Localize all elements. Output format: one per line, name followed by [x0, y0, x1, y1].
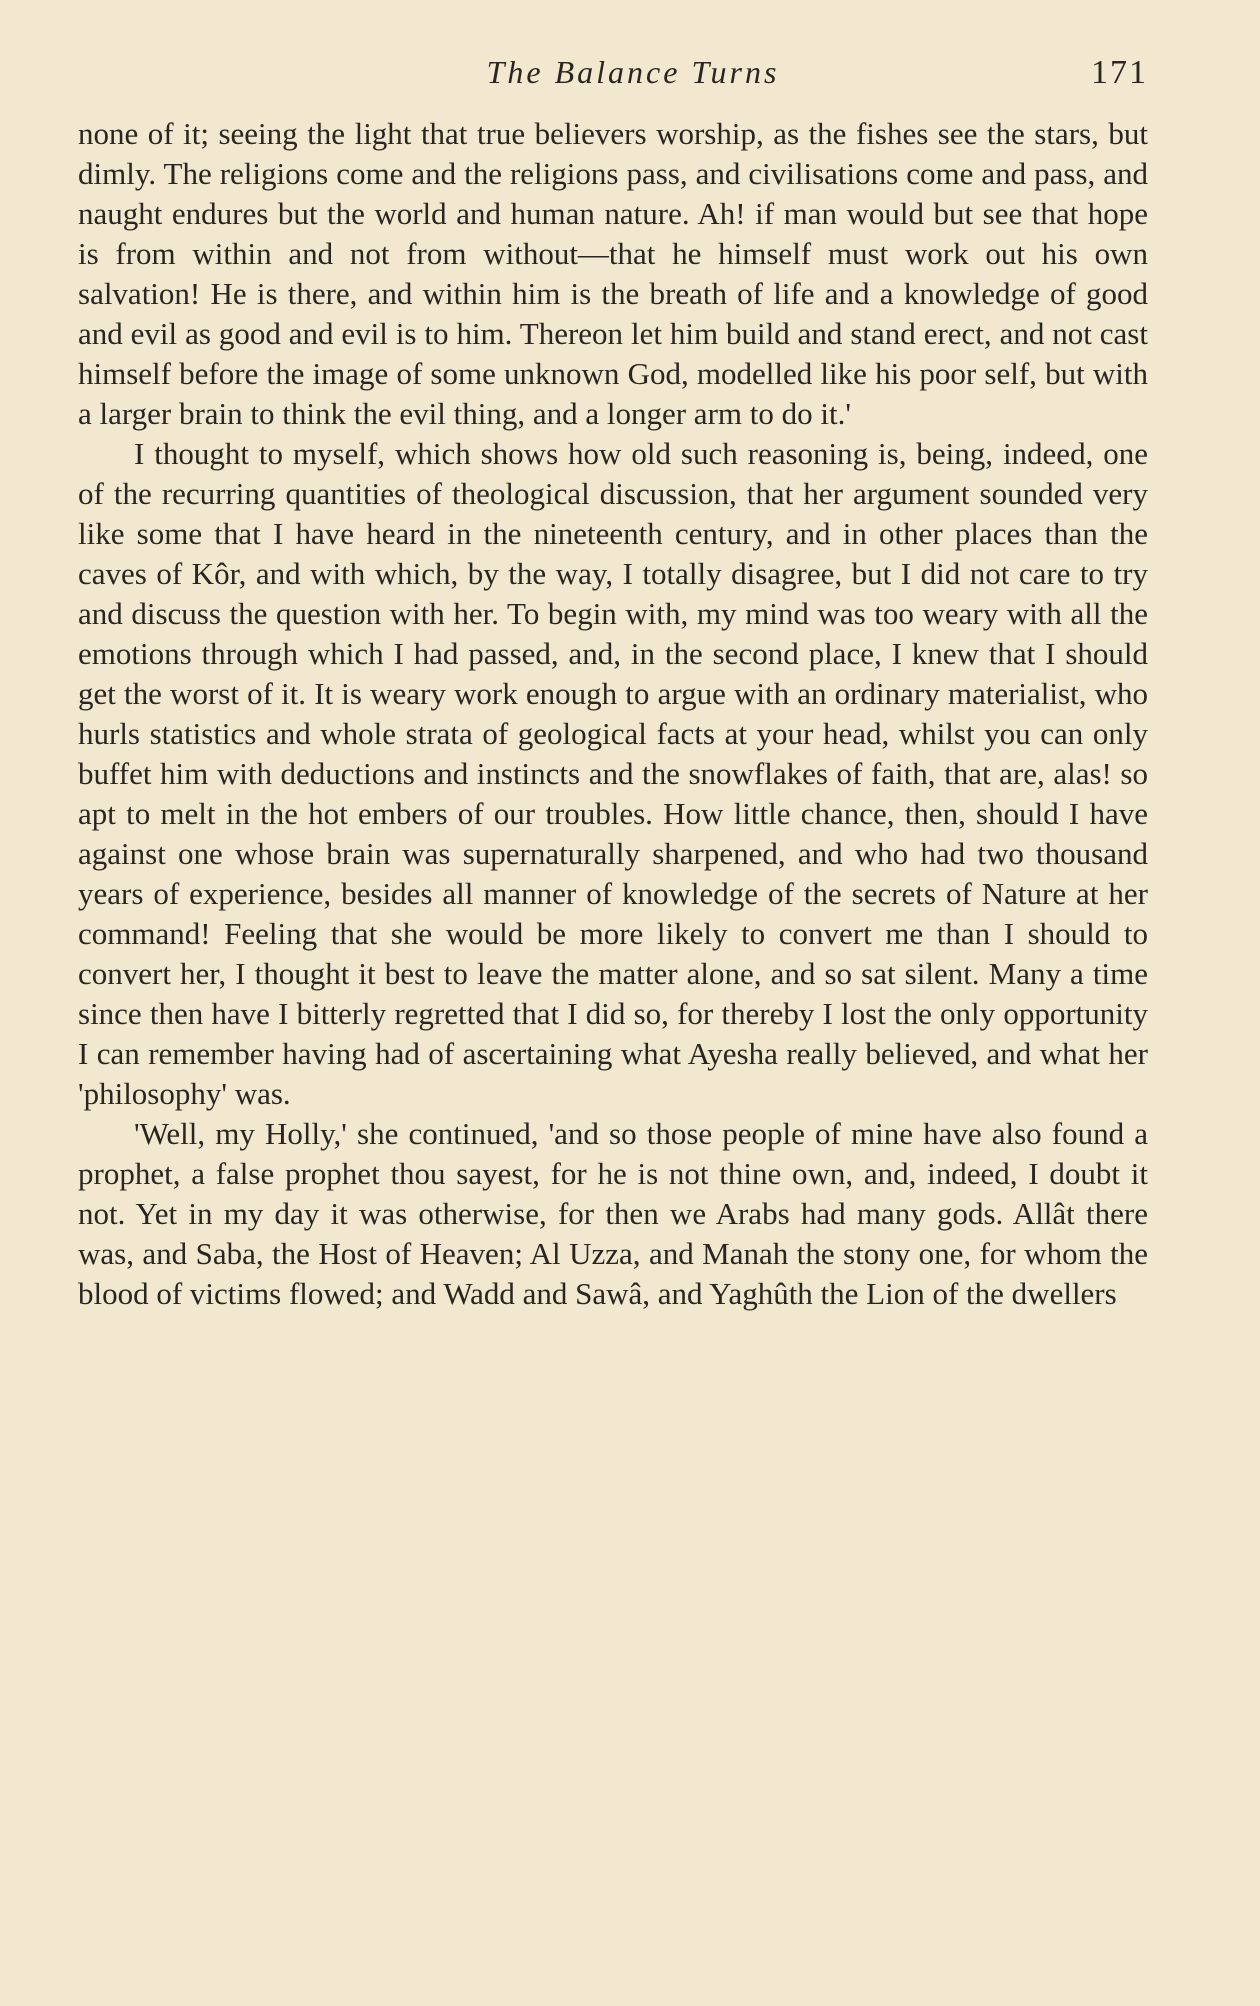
paragraph-2: I thought to myself, which shows how old such reasoning is, being, indeed, one of the recurring quantities of theological discussion, that her argument sounded very like some that I have heard in the nineteenth century, and in other places than the caves of Kôr, and with which, by the way, I totally disagree, but I did not care to try and discuss the question with her. To begin with, my mind was too weary with all the emotions through which I had passed, and, in the second place, I knew that I should get the worst of it. It is weary work enough to argue with an ordinary materialist, who hurls statistics and whole strata of geological facts at your head, whilst you can only buffet him with deductions and instincts and the snowflakes of faith, that are, alas! so apt to melt in the hot embers of our troubles. How little chance, then, should I have against one whose brain was supernaturally sharpened, and who had two thousand years of experience, besides all manner of knowledge of the secrets of Nature at her command! Feeling that she would be more likely to convert me than I should to convert her, I thought it best to leave the matter alone, and so sat silent. Many a time since then have I bitterly regretted that I did so, for thereby I lost the only opportunity I can remember having had of ascertaining what Ayesha really believed, and what her 'philosophy' was. — [78, 436, 1148, 1111]
body-text — [78, 114, 1148, 1314]
book-page — [78, 50, 1148, 1314]
page-number: 171 — [1091, 54, 1148, 91]
paragraph-3: 'Well, my Holly,' she continued, 'and so those people of mine have also found a prophet, a false prophet thou sayest, for he is not thine own, and, indeed, I doubt it not. Yet in my day it was otherwise, for then we Arabs had many gods. Allât there was, and Saba, the Host of Heaven; Al Uzza, and Manah the stony one, for whom the blood of victims flowed; and Wadd and Sawâ, and Yaghûth the Lion of the dwellers — [78, 1116, 1148, 1311]
running-title: The Balance Turns — [486, 54, 780, 90]
paragraph-1: none of it; seeing the light that true believers worship, as the fishes see the stars, but dimly. The religions come and the religions pass, and civilisations come and pass, and naught endures but the world and human nature. Ah! if man would but see that hope is from within and not from without—that he himself must work out his own salvation! He is there, and within him is the breath of life and a knowledge of good and evil as good and evil is to him. Thereon let him build and stand erect, and not cast himself before the image of some unknown God, modelled like his poor self, but with a larger brain to think the evil thing, and a longer arm to do it.' — [78, 116, 1148, 431]
running-head — [78, 50, 1148, 98]
